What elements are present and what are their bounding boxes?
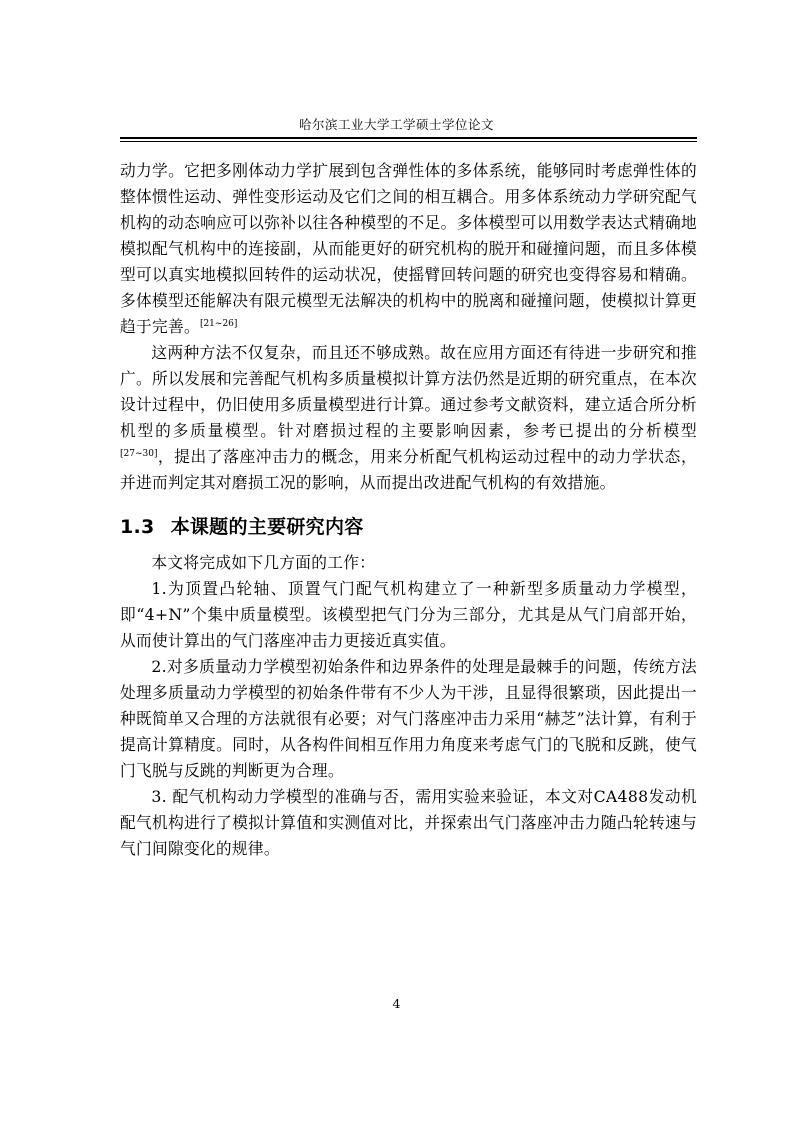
page-body (120, 158, 697, 862)
list-item: 2.对多质量动力学模型初始条件和边界条件的处理是最棘手的问题，传统方法处理多质量动力学模型的初始条件带有不少人为干涉，且显得很繁琐，因此提出一种既简单又合理的方法就很有必要；对气门落座冲击力采用“赫芝”法计算，有利于提高计算精度。同时，从各构件间相互作用力角度来考虑气门的飞脱和反跳，使气门飞脱与反跳的判断更为合理。 (120, 657, 697, 780)
paragraph-multibody (120, 158, 697, 340)
paragraph-methods (120, 340, 697, 496)
page-number: 4 (392, 996, 401, 1011)
header-rule-thin (120, 141, 697, 142)
paragraph-intro: 本文将完成如下几方面的工作： (151, 553, 376, 572)
section-heading (120, 512, 697, 542)
section-title: 本课题的主要研究内容 (170, 516, 364, 538)
citation: [27~30] (120, 448, 158, 459)
section-number: 1.3 (120, 516, 155, 538)
paragraph-text: ，提出了落座冲击力的概念，用来分析配气机构运动过程中的动力学状态，并进而判定其对磨损工况的影响，从而提出改进配气机构的有效措施。 (120, 447, 697, 492)
paragraph-text: 这两种方法不仅复杂，而且还不够成熟。故在应用方面还有待进一步研究和推广。所以发展和完善配气机构多质量模拟计算方法仍然是近期的研究重点，在本次设计过程中，仍旧使用多质量模型进行计算。通过参考文献资料，建立适合所分析机型的多质量模型。针对磨损过程的主要影响因素，参考已提出的分析模型 (120, 343, 697, 440)
citation: [21~26] (199, 318, 238, 329)
list-item: 3. 配气机构动力学模型的准确与否，需用实验来验证，本文对CA488发动机配气机构进行了模拟计算值和实测值对比，并探索出气门落座冲击力随凸轮转速与气门间隙变化的规律。 (120, 787, 697, 858)
running-header: 哈尔滨工业大学工学硕士学位论文 (298, 117, 494, 132)
paragraph-text: 动力学。它把多刚体动力学扩展到包含弹性体的多体系统，能够同时考虑弹性体的整体惯性运动、弹性变形运动及它们之间的相互耦合。用多体系统动力学研究配气机构的动态响应可以弥补以往各种模型的不足。多体模型可以用数学表达式精确地模拟配气机构中的连接副，从而能更好的研究机构的脱开和碰撞问题，而且多体模型可以真实地模拟回转件的运动状况，使摇臂回转问题的研究也变得容易和精确。多体模型还能解决有限元模型无法解决的机构中的脱离和碰撞问题，使模拟计算更趋于完善。 (120, 161, 697, 336)
header-rule-thick (120, 137, 697, 139)
list-item: 1.为顶置凸轮轴、顶置气门配气机构建立了一种新型多质量动力学模型，即“4+N”个集中质量模型。该模型把气门分为三部分，尤其是从气门肩部开始，从而使计算出的气门落座冲击力更接近真实值。 (120, 579, 697, 650)
